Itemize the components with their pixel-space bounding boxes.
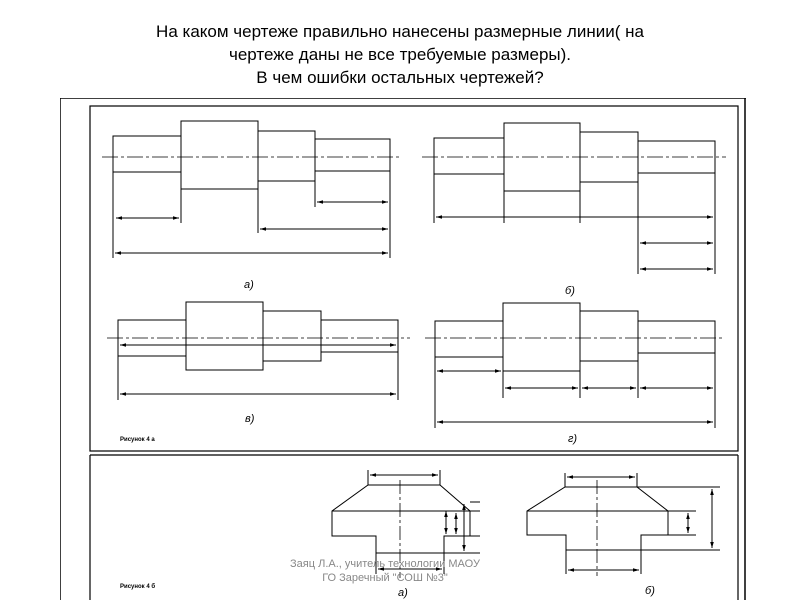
- caption-figure-4a: Рисунок 4 а: [120, 437, 155, 443]
- title-line-1: На каком чертеже правильно нанесены размерные линии( на: [156, 22, 644, 41]
- title-line-3: В чем ошибки остальных чертежей?: [256, 68, 544, 87]
- footer-line-1: Заяц Л.А., учитель технологии МАОУ: [290, 558, 480, 570]
- shaft-drawing-g: [425, 303, 725, 428]
- shaft-drawing-v: [107, 302, 410, 400]
- label-drawing-a: а): [244, 279, 254, 291]
- figure-4a-border: [90, 106, 738, 451]
- shaft-drawing-b: [422, 123, 726, 274]
- title-line-2: чертеже даны не все требуемые размеры).: [228, 45, 572, 64]
- shaft-drawing-a: [102, 121, 402, 258]
- label-drawing-g: г): [568, 433, 578, 445]
- caption-figure-4b: Рисунок 4 б: [120, 584, 156, 590]
- author-footer: [270, 557, 500, 585]
- label-profile-a: а): [398, 587, 408, 599]
- profile-drawing-b: [527, 473, 720, 576]
- drawing-sheet: [60, 98, 746, 600]
- footer-line-2: ГО Заречный "СОШ №3": [322, 572, 448, 584]
- label-drawing-b: б): [565, 285, 575, 297]
- slide-title: [0, 20, 800, 89]
- technical-drawing: [60, 98, 746, 600]
- label-drawing-v: в): [245, 413, 255, 425]
- label-profile-b: б): [645, 585, 655, 597]
